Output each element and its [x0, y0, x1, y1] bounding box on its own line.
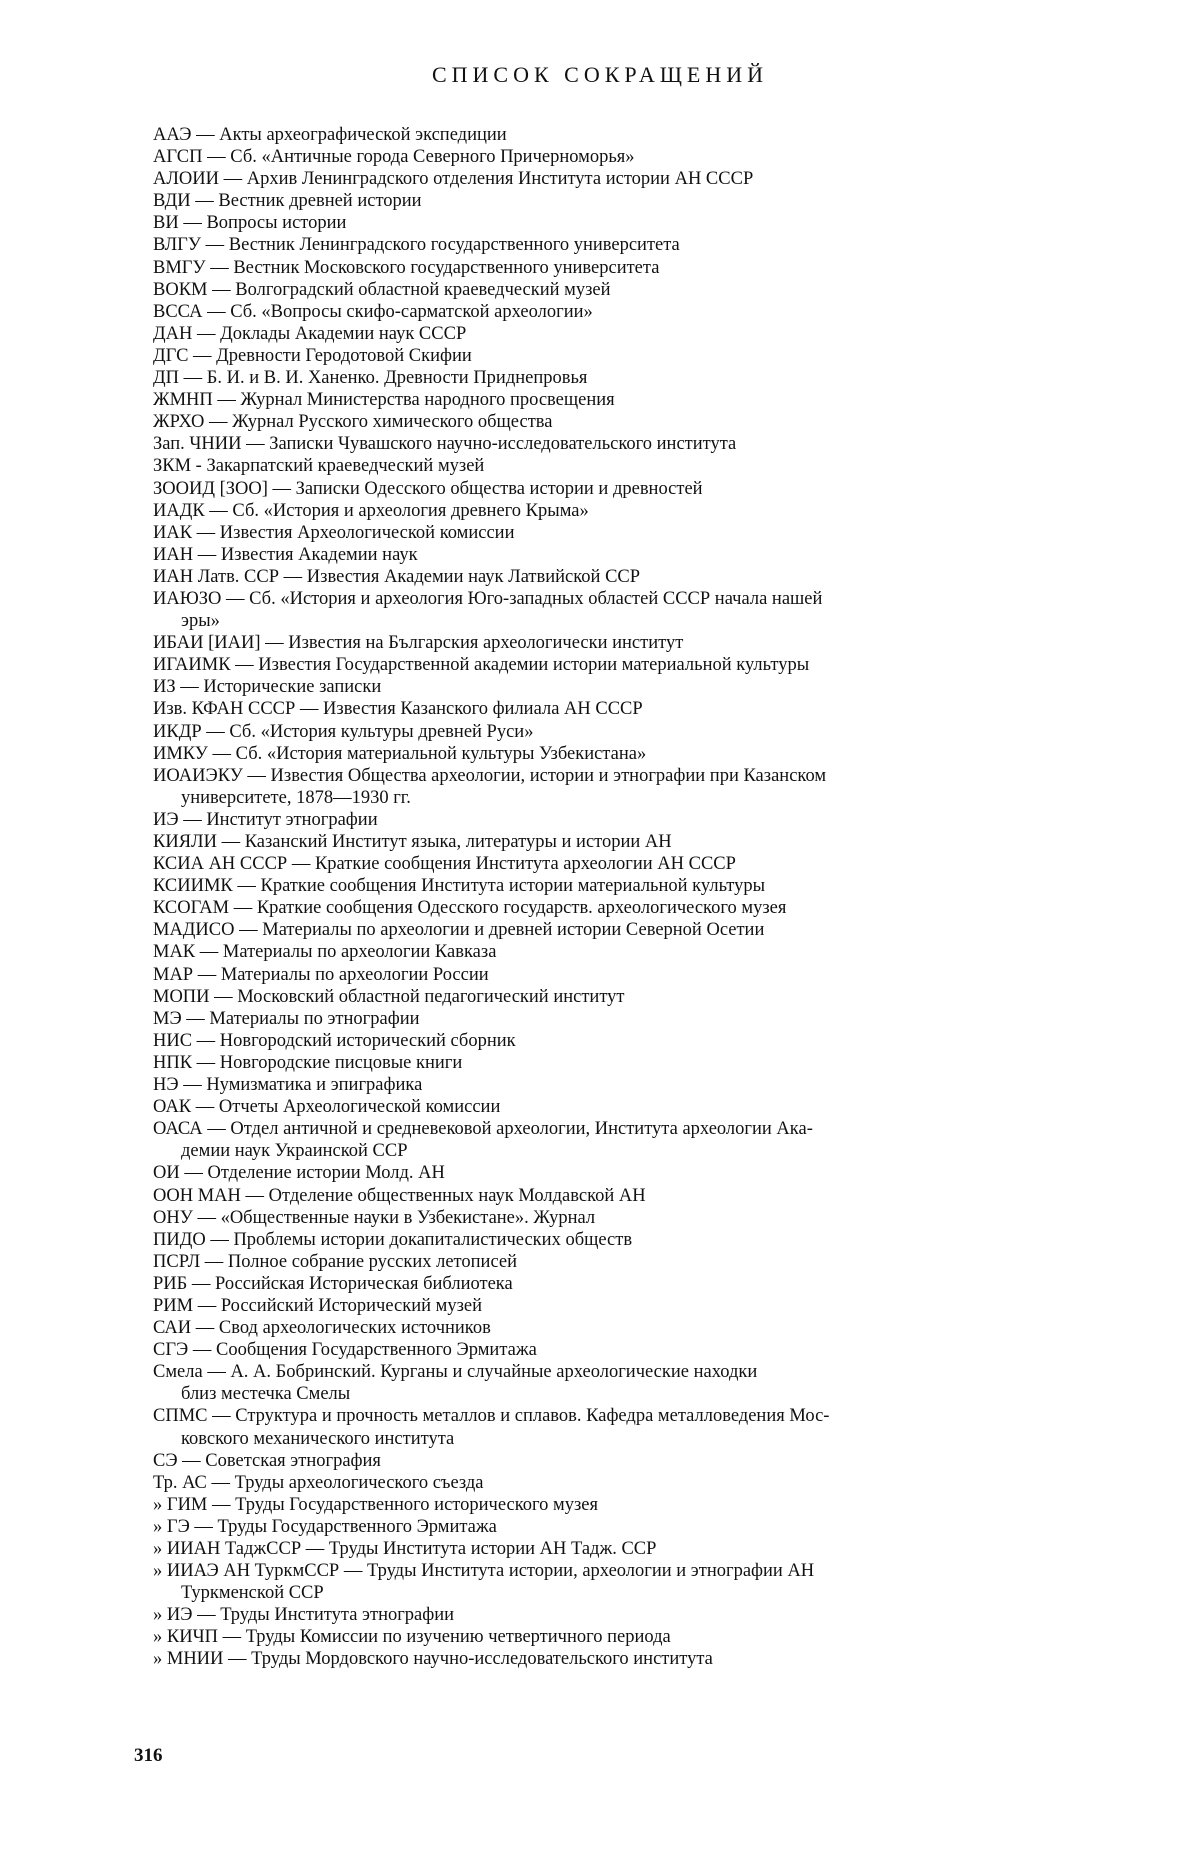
abbreviation-entry: Зап. ЧНИИ — Записки Чувашского научно-исследовательского института: [153, 434, 737, 455]
abbreviation-entry: Изв. КФАН СССР — Известия Казанского филиала АН СССР: [153, 699, 643, 720]
abbreviation-entry: ИАН — Известия Академии наук: [153, 544, 418, 565]
abbreviation-entry: СЭ — Советская этнография: [153, 1450, 381, 1471]
abbreviation-entry: КСОГАМ — Краткие сообщения Одесского государств. археологического музея: [153, 898, 787, 919]
abbreviation-entry: МАК — Материалы по археологии Кавказа: [153, 942, 497, 963]
abbreviation-entry: ИАН Латв. ССР — Известия Академии наук Латвийской ССР: [153, 566, 641, 587]
abbreviation-entry: » КИЧП — Труды Комиссии по изучению четвертичного периода: [153, 1627, 671, 1648]
abbreviation-entry: ИОАИЭКУ — Известия Общества археологии, истории и этнографии при Казанском: [153, 765, 827, 786]
abbreviation-entry: САИ — Свод археологических источников: [153, 1318, 491, 1339]
abbreviation-entry: ОНУ — «Общественные науки в Узбекистане». Журнал: [153, 1207, 596, 1228]
abbreviation-entry: ЗКМ - Закарпатский краеведческий музей: [153, 456, 485, 477]
abbreviation-entry: ОАСА — Отдел античной и средневековой археологии, Института археологии Ака-: [153, 1119, 813, 1140]
abbreviation-entry: ААЭ — Акты археографической экспедиции: [153, 125, 507, 145]
abbreviation-entry: ДП — Б. И. и В. И. Ханенко. Древности Приднепровья: [153, 368, 588, 389]
abbreviation-entry: МАР — Материалы по археологии России: [153, 964, 489, 985]
abbreviation-entry: ООН МАН — Отделение общественных наук Молдавской АН: [153, 1185, 646, 1206]
abbreviation-entry: МАДИСО — Материалы по археологии и древней истории Северной Осетии: [153, 920, 765, 941]
abbreviation-entry: » МНИИ — Труды Мордовского научно-исследовательского института: [153, 1649, 713, 1670]
abbreviation-entry: Тр. АС — Труды археологического съезда: [153, 1472, 484, 1493]
abbreviation-entry: » ИЭ — Труды Института этнографии: [153, 1605, 455, 1626]
abbreviation-entry: » ГЭ — Труды Государственного Эрмитажа: [153, 1516, 497, 1537]
abbreviation-entry: СПМС — Структура и прочность металлов и сплавов. Кафедра металловедения Мос-: [153, 1406, 830, 1427]
abbreviation-entry: ВОКМ — Волгоградский областной краеведческий музей: [153, 279, 611, 300]
abbreviation-entry: » ИИАЭ АН ТуркмССР — Труды Института истории, археологии и этнографии АН: [153, 1561, 815, 1582]
abbreviation-entry: КСИИМК — Краткие сообщения Института истории материальной культуры: [153, 876, 766, 897]
abbreviation-entry: ИМКУ — Сб. «История материальной культуры Узбекистана»: [153, 743, 647, 764]
abbreviation-entry: ИКДР — Сб. «История культуры древней Руси»: [153, 721, 534, 742]
abbreviation-entry-continuation: университете, 1878—1930 гг.: [181, 787, 411, 808]
abbreviation-entry: ЖРХО — Журнал Русского химического общества: [153, 412, 553, 433]
abbreviation-entry: ВССА — Сб. «Вопросы скифо-сарматской археологии»: [153, 301, 593, 322]
abbreviation-entry-continuation: эры»: [181, 611, 220, 632]
abbreviation-entry: РИМ — Российский Исторический музей: [153, 1295, 483, 1316]
abbreviation-entry: ВИ — Вопросы истории: [153, 213, 347, 234]
abbreviation-entry: ОИ — Отделение истории Молд. АН: [153, 1163, 445, 1184]
abbreviation-entry: НПК — Новгородские писцовые книги: [153, 1052, 463, 1073]
abbreviation-entry: Смела — А. А. Бобринский. Курганы и случайные археологические находки: [153, 1362, 758, 1383]
page-heading: СПИСОК СОКРАЩЕНИЙ: [431, 62, 769, 87]
abbreviation-entry: КИЯЛИ — Казанский Институт языка, литературы и истории АН: [153, 832, 672, 852]
abbreviation-entry: ВЛГУ — Вестник Ленинградского государственного университета: [153, 235, 680, 256]
abbreviation-entry: МЭ — Материалы по этнографии: [153, 1008, 420, 1029]
abbreviation-entry: КСИА АН СССР — Краткие сообщения Института археологии АН СССР: [153, 854, 736, 875]
abbreviation-entry: » ГИМ — Труды Государственного исторического музея: [153, 1494, 599, 1515]
abbreviation-entry: ИАК — Известия Археологической комиссии: [153, 522, 515, 543]
abbreviation-entry: ВМГУ — Вестник Московского государственного университета: [153, 257, 660, 278]
abbreviation-entry: НЭ — Нумизматика и эпиграфика: [153, 1075, 423, 1096]
abbreviation-entry: ИАЮЗО — Сб. «История и археология Юго-западных областей СССР начала нашей: [153, 588, 823, 609]
abbreviation-entry-continuation: ковского механического института: [181, 1428, 455, 1449]
abbreviation-entry: АГСП — Сб. «Античные города Северного Причерноморья»: [153, 147, 635, 168]
abbreviation-entry: НИС — Новгородский исторический сборник: [153, 1030, 516, 1051]
abbreviation-entry: АЛОИИ — Архив Ленинградского отделения Института истории АН СССР: [153, 169, 754, 190]
abbreviation-entry-continuation: демии наук Украинской ССР: [181, 1141, 408, 1162]
abbreviation-entry: ВДИ — Вестник древней истории: [153, 191, 422, 212]
abbreviation-entry: ПИДО — Проблемы истории докапиталистических обществ: [153, 1229, 633, 1250]
abbreviation-entry: ОАК — Отчеты Археологической комиссии: [153, 1097, 501, 1118]
abbreviation-entry: ИБАИ [ИАИ] — Известия на Българския археологически институт: [153, 633, 684, 654]
abbreviation-list: [153, 124, 1083, 1671]
abbreviation-entry: ИЗ — Исторические записки: [153, 677, 382, 698]
abbreviation-entry: СГЭ — Сообщения Государственного Эрмитажа: [153, 1340, 537, 1361]
abbreviation-entry: ЗООИД [ЗОО] — Записки Одесского общества истории и древностей: [153, 478, 703, 499]
abbreviation-entry: ИГАИМК — Известия Государственной академии истории материальной культуры: [153, 655, 810, 676]
abbreviation-entry: ДАН — Доклады Академии наук СССР: [153, 323, 467, 344]
abbreviation-entry-continuation: Туркменской ССР: [181, 1583, 324, 1604]
abbreviation-entry: РИБ — Российская Историческая библиотека: [153, 1273, 513, 1294]
page-number: 316: [134, 1745, 163, 1766]
abbreviation-entry: ИЭ — Институт этнографии: [153, 809, 378, 830]
abbreviation-entry: » ИИАН ТаджССР — Труды Института истории АН Тадж. ССР: [153, 1539, 657, 1559]
abbreviation-entry: ЖМНП — Журнал Министерства народного просвещения: [153, 390, 615, 411]
abbreviation-entry: МОПИ — Московский областной педагогический институт: [153, 986, 625, 1007]
abbreviation-entry-continuation: близ местечка Смелы: [181, 1384, 351, 1405]
abbreviation-entry: ПСРЛ — Полное собрание русских летописей: [153, 1251, 518, 1272]
abbreviation-entry: ИАДК — Сб. «История и археология древнего Крыма»: [153, 500, 589, 521]
abbreviation-entry: ДГС — Древности Геродотовой Скифии: [153, 345, 472, 366]
